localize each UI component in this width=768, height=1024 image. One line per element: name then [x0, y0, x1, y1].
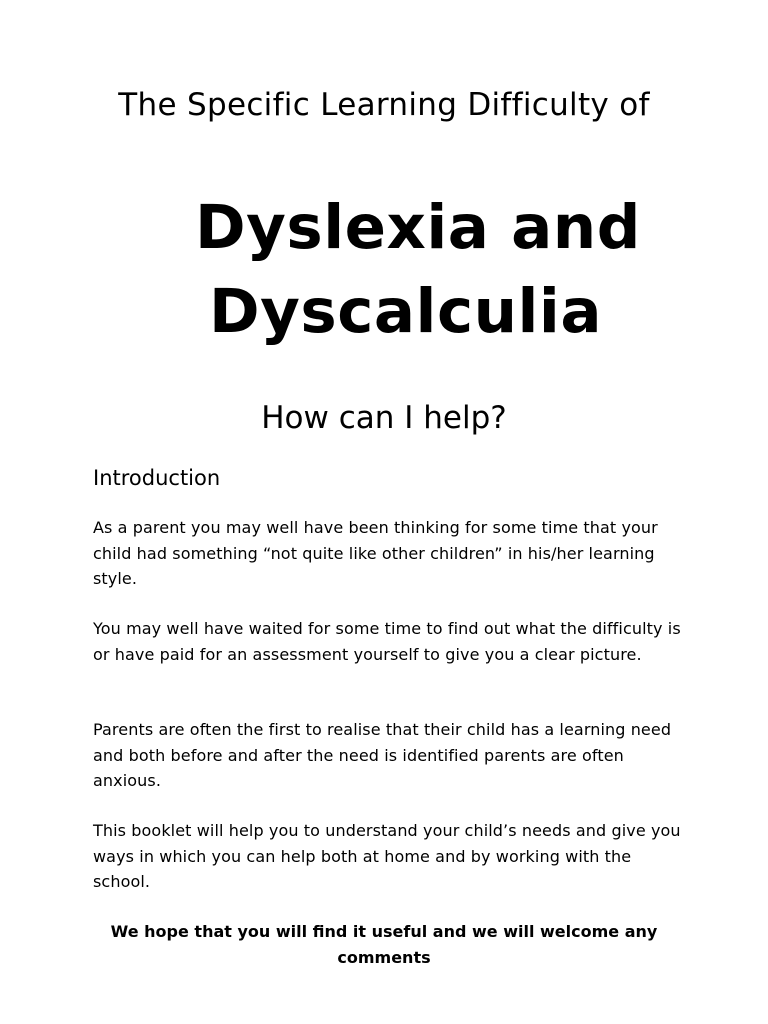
subtitle: How can I help? [261, 400, 507, 436]
main-title [195, 186, 641, 354]
paragraph: Parents are often the first to realise that their child has a learning need and both before and after the need is identified parents are often anxious. [93, 720, 672, 790]
pre-title: The Specific Learning Difficulty of [118, 87, 650, 123]
paragraph: You may well have waited for some time to find out what the difficulty is or have paid for an assessment yourself to give you a clear picture. [93, 619, 681, 664]
paragraph: This booklet will help you to understand your child’s needs and give you ways in which you can help both at home and by working with the school. [93, 821, 681, 891]
main-title-line-1: Dyslexia and [195, 192, 641, 263]
main-title-line-2: Dyscalculia [209, 276, 603, 347]
paragraph: As a parent you may well have been thinking for some time that your child had something “not quite like other children” in his/her learning style. [93, 518, 658, 588]
closing-statement: We hope that you will find it useful and we will welcome any comments [110, 922, 658, 967]
section-heading: Introduction [93, 466, 221, 490]
